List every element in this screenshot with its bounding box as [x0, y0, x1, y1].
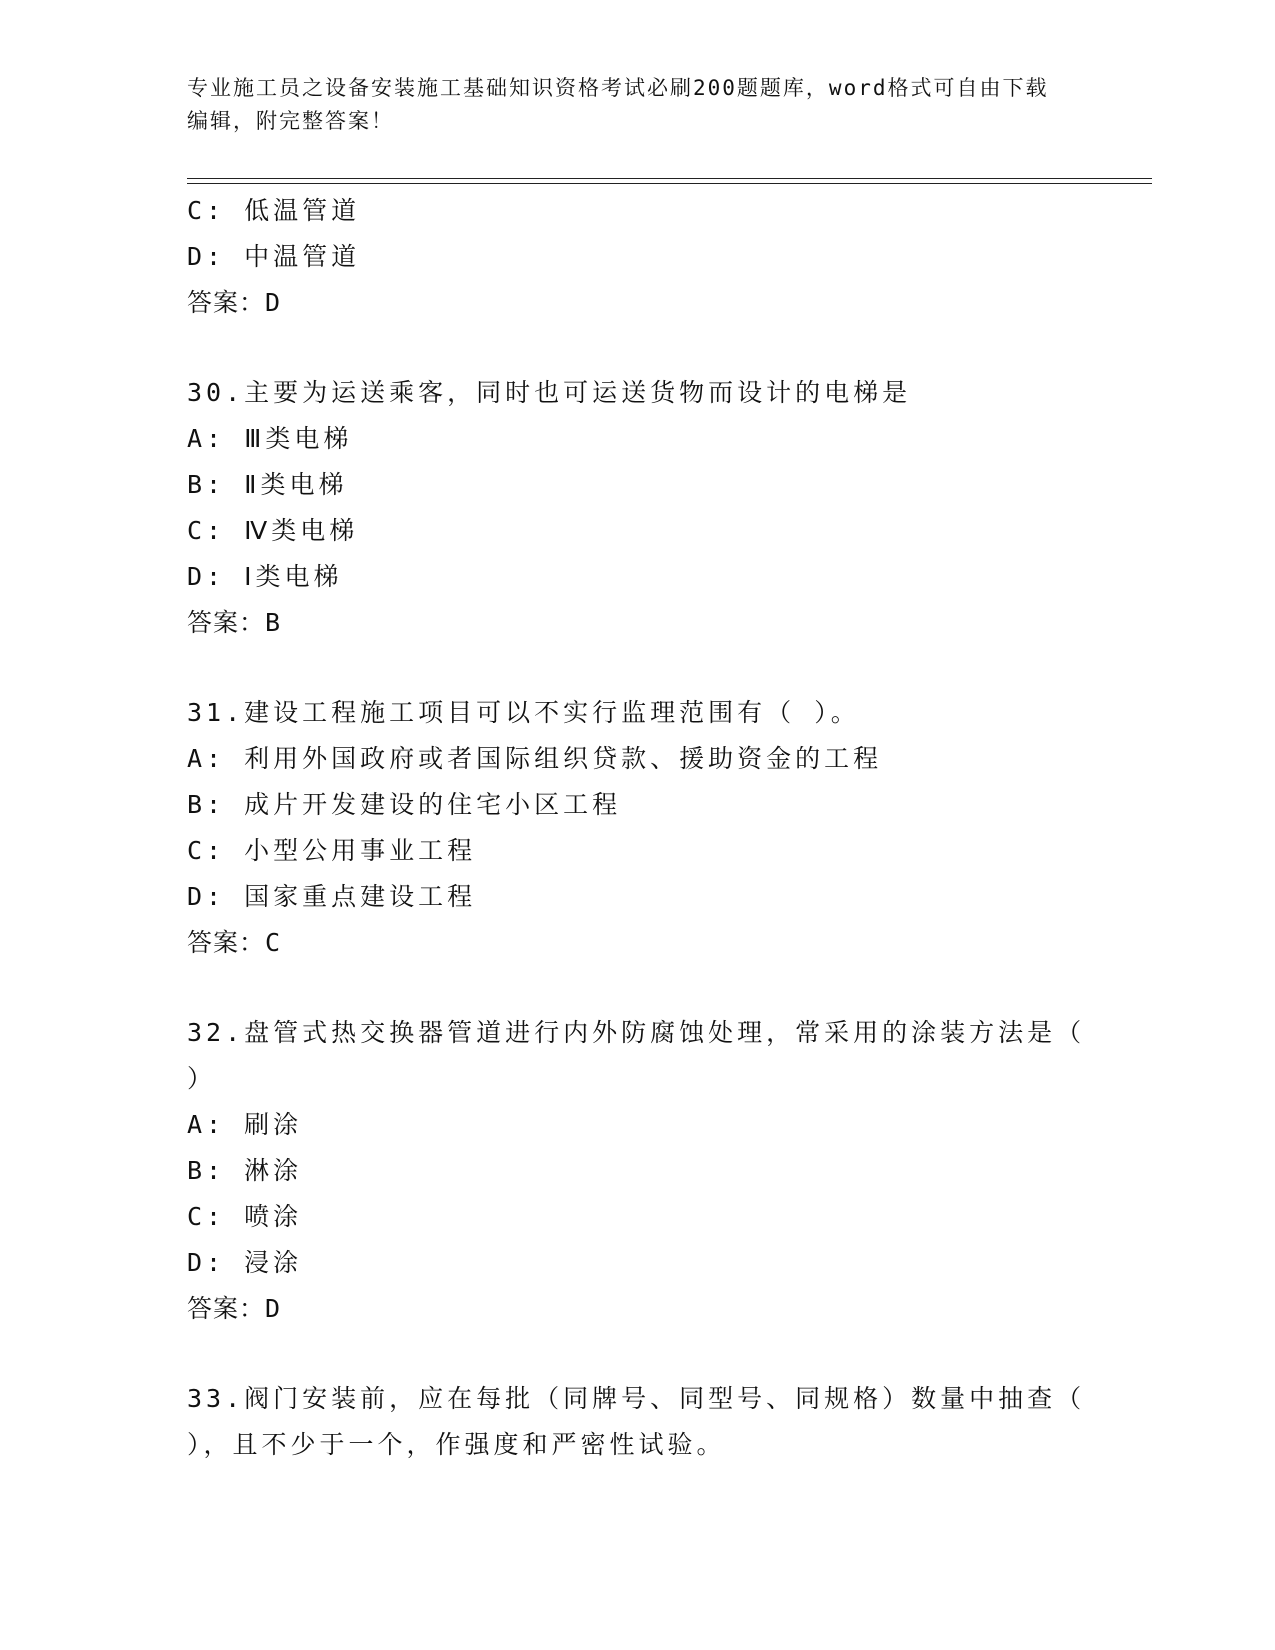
- option-c: C: 喷涂: [187, 1202, 303, 1231]
- option-b: B: Ⅱ类电梯: [187, 470, 348, 499]
- header-divider-top: [187, 178, 1152, 179]
- answer-label: 答案：B: [187, 608, 282, 637]
- question-stem-line-1: 32.盘管式热交换器管道进行内外防腐蚀处理，常采用的涂装方法是（: [187, 1018, 1086, 1047]
- question-stem-line-2: ），且不少于一个，作强度和严密性试验。: [187, 1430, 726, 1459]
- question-stem-line-2: ）: [187, 1064, 217, 1093]
- option-d: D: 国家重点建设工程: [187, 882, 477, 911]
- option-a: A: 刷涂: [187, 1110, 303, 1139]
- question-stem: 31.建设工程施工项目可以不实行监理范围有（ ）。: [187, 698, 860, 727]
- option-b: B: 淋涂: [187, 1156, 303, 1185]
- header-divider-bottom: [187, 183, 1152, 184]
- option-a: A: Ⅲ类电梯: [187, 424, 353, 453]
- option-c: C: 小型公用事业工程: [187, 836, 477, 865]
- answer-label: 答案：D: [187, 288, 282, 317]
- option-d: D: 中温管道: [187, 242, 361, 271]
- option-c: C: Ⅳ类电梯: [187, 516, 359, 545]
- option-d: D: Ⅰ类电梯: [187, 562, 343, 591]
- question-stem-line-1: 33.阀门安装前，应在每批（同牌号、同型号、同规格）数量中抽查（: [187, 1384, 1086, 1413]
- answer-label: 答案：C: [187, 928, 282, 957]
- option-d: D: 浸涂: [187, 1248, 303, 1277]
- option-a: A: 利用外国政府或者国际组织贷款、援助资金的工程: [187, 744, 883, 773]
- question-list: [187, 188, 1087, 1468]
- option-c: C: 低温管道: [187, 196, 361, 225]
- answer-label: 答案：D: [187, 1294, 282, 1323]
- document-header: 专业施工员之设备安装施工基础知识资格考试必刷200题题库，word格式可自由下载编辑，附完整答案！: [187, 76, 1049, 133]
- option-b: B: 成片开发建设的住宅小区工程: [187, 790, 622, 819]
- question-stem: 30.主要为运送乘客，同时也可运送货物而设计的电梯是: [187, 378, 912, 407]
